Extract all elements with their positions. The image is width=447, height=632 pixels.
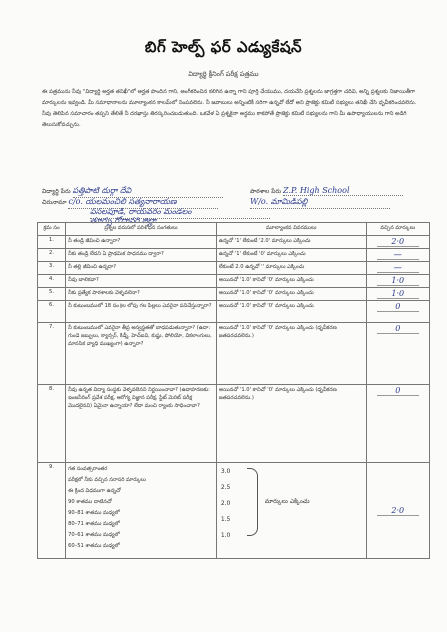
document-subtitle: విద్యార్థి క్రీనింగ్ పరీక్ష పత్రము bbox=[188, 70, 259, 78]
address-line3-value[interactable]: తూర్పు గోదావరి జిల్లా bbox=[90, 216, 157, 225]
table-row bbox=[38, 275, 430, 288]
row-number: 1. bbox=[38, 236, 66, 249]
row-marks-cell[interactable] bbox=[366, 385, 429, 463]
marks-value[interactable]: 1·0 bbox=[377, 276, 419, 286]
screening-table bbox=[37, 222, 430, 559]
table-row bbox=[38, 249, 430, 262]
row-evaluation: అయినచో '1.0' కానిచో '0' మార్కులు ఎక్కించు (ధృవీకరణ జతపరచవలెను.) bbox=[216, 385, 366, 463]
instructions-paragraph: ఈ పత్రమును నీవు "విద్యార్థి అర్హత తనిఖీ"లో అర్హత పొందిన గాని, అంగీకరించిన కలిగిన ఉన్నా గాని పూర్తి చేయుము, దయచేసి ప్రశ్నలను జాగ్రత్తగా చదివి, అన్ని ప్రశ్నలకు నిజాయితీగా మార్కులను ఇవ్వండి. మీ సమాధానాలను మూల్యాంకన కాలమ్‌లో నింపవలెను. నీ జవాబులు అన్నింటికీ సరిగా ఉన్నవో లేదో అని ప్రాజెక్టు కమిటీ సభ్యులు తనిఖీ చేసి ధృవీకరించవలెను. నీవు తెలిపిన సమాచారం తప్పని తేలితే నీ దరఖాస్తు తిరస్కరించబడుతుంది. ఒకవేళ ఏ ప్రశ్నకైనా అర్థము కాకపోతే ప్రాజెక్టు కమిటీ సభ్యులను గాని మీ ఉపాధ్యాయులను గాని అడిగి తెలుసుకోవచ్చును. bbox=[42, 89, 417, 128]
scale-brace bbox=[247, 468, 258, 536]
address-value[interactable]: c/o. యలమంచిలి సత్యనారాయణ bbox=[68, 197, 218, 209]
marks-value[interactable]: 1·0 bbox=[377, 289, 419, 299]
table-header-row bbox=[38, 223, 430, 236]
village-field[interactable] bbox=[250, 197, 390, 209]
row-number: 4. bbox=[38, 275, 66, 288]
header-marks: వచ్చిన మార్కులు bbox=[366, 223, 429, 236]
table-row bbox=[38, 301, 430, 323]
header-serial: క్రమ సం bbox=[38, 223, 66, 236]
table-row bbox=[38, 236, 430, 249]
address-label: చిరునామా bbox=[42, 199, 67, 206]
table-row bbox=[38, 323, 430, 385]
grade-line: పరీక్షలో నీకు వచ్చిన సరాసరి మార్కులు bbox=[68, 477, 146, 483]
row-question: నీవు బాలికవా? bbox=[66, 275, 217, 288]
student-name-label: విద్యార్థి పేరు bbox=[42, 188, 71, 195]
row-question: నీ తండ్రి జీవించి ఉన్నారా? bbox=[66, 236, 217, 249]
row-marks-cell[interactable] bbox=[366, 236, 429, 249]
grade-line: 60–51 శాతము మధ్యలో bbox=[68, 543, 120, 549]
row-evaluation: ఉన్నచో '1' లేకుంటే '2.0' మార్కులు ఎక్కించు bbox=[216, 236, 366, 249]
row-number: 7. bbox=[38, 323, 66, 385]
header-question: ప్రశ్నల వరుసలో పరిశోధన సంగతులు bbox=[66, 223, 217, 236]
row-number: 5. bbox=[38, 288, 66, 301]
row-marks-cell[interactable] bbox=[366, 463, 429, 559]
table-row bbox=[38, 385, 430, 463]
row-evaluation: అయినచో '1.0' కానిచో '0' మార్కులు ఎక్కించు (ధృవీకరణ జతపరచవలెను.) bbox=[216, 323, 366, 385]
row-question: నీకు ప్రత్యేక పాఠశాలకు వెళ్ళవలెనా? bbox=[66, 288, 217, 301]
marks-value[interactable]: 2·0 bbox=[377, 237, 419, 247]
scale-value: 2.0 bbox=[220, 500, 231, 507]
scale-label: మార్కులు ఎక్కించు bbox=[264, 498, 310, 505]
scale-value: 1.5 bbox=[220, 516, 231, 523]
marks-scale bbox=[219, 464, 364, 542]
row-question bbox=[66, 463, 217, 559]
scale-value: 3.0 bbox=[220, 468, 231, 475]
row-marks-cell[interactable] bbox=[366, 323, 429, 385]
grade-line: 90–81 శాతము మధ్యలో bbox=[68, 510, 120, 516]
table-row bbox=[38, 262, 430, 275]
marks-value[interactable]: 0 bbox=[377, 386, 419, 396]
row-evaluation: అయినచో '1.0' కానిచో '0' మార్కులు ఎక్కించు bbox=[216, 288, 366, 301]
row-question: నీకు తండ్రి లేదని ఏ ప్రాథమిక సాధనము ద్వారా? bbox=[66, 249, 217, 262]
row-evaluation: లేకుంటే 2.0 ఉన్నచో '' మార్కులు ఎక్కించు bbox=[216, 262, 366, 275]
header-evaluation: మూల్యాంకన వివరములు bbox=[216, 223, 366, 236]
row-evaluation bbox=[216, 463, 366, 559]
student-name-value[interactable]: పత్తిపాటి దుర్గా దేవి bbox=[73, 186, 223, 198]
row-number: 2. bbox=[38, 249, 66, 262]
grade-line: 80–71 శాతము మధ్యలో bbox=[68, 521, 120, 527]
row-evaluation: ఉన్నచో '1' లేకుంటే '0' మార్కులు ఎక్కించు bbox=[216, 249, 366, 262]
row-evaluation: అయినచో '1.0' కానిచో '0' మార్కులు ఎక్కించు bbox=[216, 301, 366, 323]
row-question: నీవు ఉన్నత విద్యా సంస్థకు వెళ్ళవలెనని నిర్ణయించావా? (ఉదాహరణకు: ఇంజనీరింగ్ ప్రవేశ పరీక్ష, ఆరోగ్య విజ్ఞాన పరీక్ష, స్టేట్ మెరిట్ పరీక్ష మొదలైనవి) ఏమైనా ఉన్నాయా? లేదా మంచి ర్యాంకు సాధించావా? bbox=[66, 385, 217, 463]
school-name-field[interactable] bbox=[250, 186, 403, 196]
marks-value[interactable]: 2·0 bbox=[377, 506, 419, 516]
row-marks-cell[interactable] bbox=[366, 275, 429, 288]
row-marks-cell[interactable] bbox=[366, 249, 429, 262]
row-marks-cell[interactable] bbox=[366, 288, 429, 301]
table-row bbox=[38, 288, 430, 301]
marks-value[interactable]: — bbox=[377, 250, 419, 260]
row-question: నీ కుటుంబములో ఎవరైనా తీవ్ర అస్వస్థతతో బాధపడుతున్నారా? (ఉదా: గుండె జబ్బులు, క్యాన్సర్, కిడ్నీ, హెచ్ఐవి, కుష్టు, పోలియో, వికలాంగులు, మానసిక వ్యాధి ముఖ్యంగా) ఉన్నారా? bbox=[66, 323, 217, 385]
school-name-value[interactable]: Z.P. High School bbox=[283, 186, 403, 196]
row-marks-cell[interactable] bbox=[366, 301, 429, 323]
scale-value: 2.5 bbox=[220, 484, 231, 491]
marks-value[interactable]: 0 bbox=[377, 324, 419, 334]
row-question: నీ కుటుంబములో 18 సం॥ల లోపు గల పిల్లలు ఎవరైనా పనిచేస్తున్నారా? bbox=[66, 301, 217, 323]
row-number: 6. bbox=[38, 301, 66, 323]
grade-line: 90 శాతము దాటినచో bbox=[68, 499, 112, 505]
grade-line: 70–61 శాతము మధ్యలో bbox=[68, 532, 120, 538]
address-line2-value[interactable]: పసలపూడి, రాయవరం మండలం bbox=[90, 207, 270, 219]
school-name-label: పాఠశాల పేరు bbox=[250, 188, 282, 195]
row-marks-cell[interactable] bbox=[366, 262, 429, 275]
row-number: 9. bbox=[38, 463, 66, 559]
document-title: బిగ్ హెల్ప్ ఫర్ ఎడ్యుకేషన్ bbox=[144, 38, 303, 56]
grade-line: గత సంవత్సరాంతర bbox=[68, 466, 108, 472]
table-row bbox=[38, 463, 430, 559]
row-number: 3. bbox=[38, 262, 66, 275]
scale-value: 1.0 bbox=[220, 532, 231, 539]
row-evaluation: అయినచో '1.0' కానిచో '0' మార్కులు ఎక్కించు bbox=[216, 275, 366, 288]
marks-value[interactable]: — bbox=[377, 263, 419, 273]
row-question: నీ తల్లి జీవించి ఉన్నదా? bbox=[66, 262, 217, 275]
row-number: 8. bbox=[38, 385, 66, 463]
marks-value[interactable]: 0 bbox=[377, 302, 419, 312]
village-value[interactable]: W/o. మామిడిపల్లి bbox=[250, 197, 390, 209]
grade-line: ఈ క్రింద విధముగా ఉన్నచో bbox=[68, 488, 121, 494]
